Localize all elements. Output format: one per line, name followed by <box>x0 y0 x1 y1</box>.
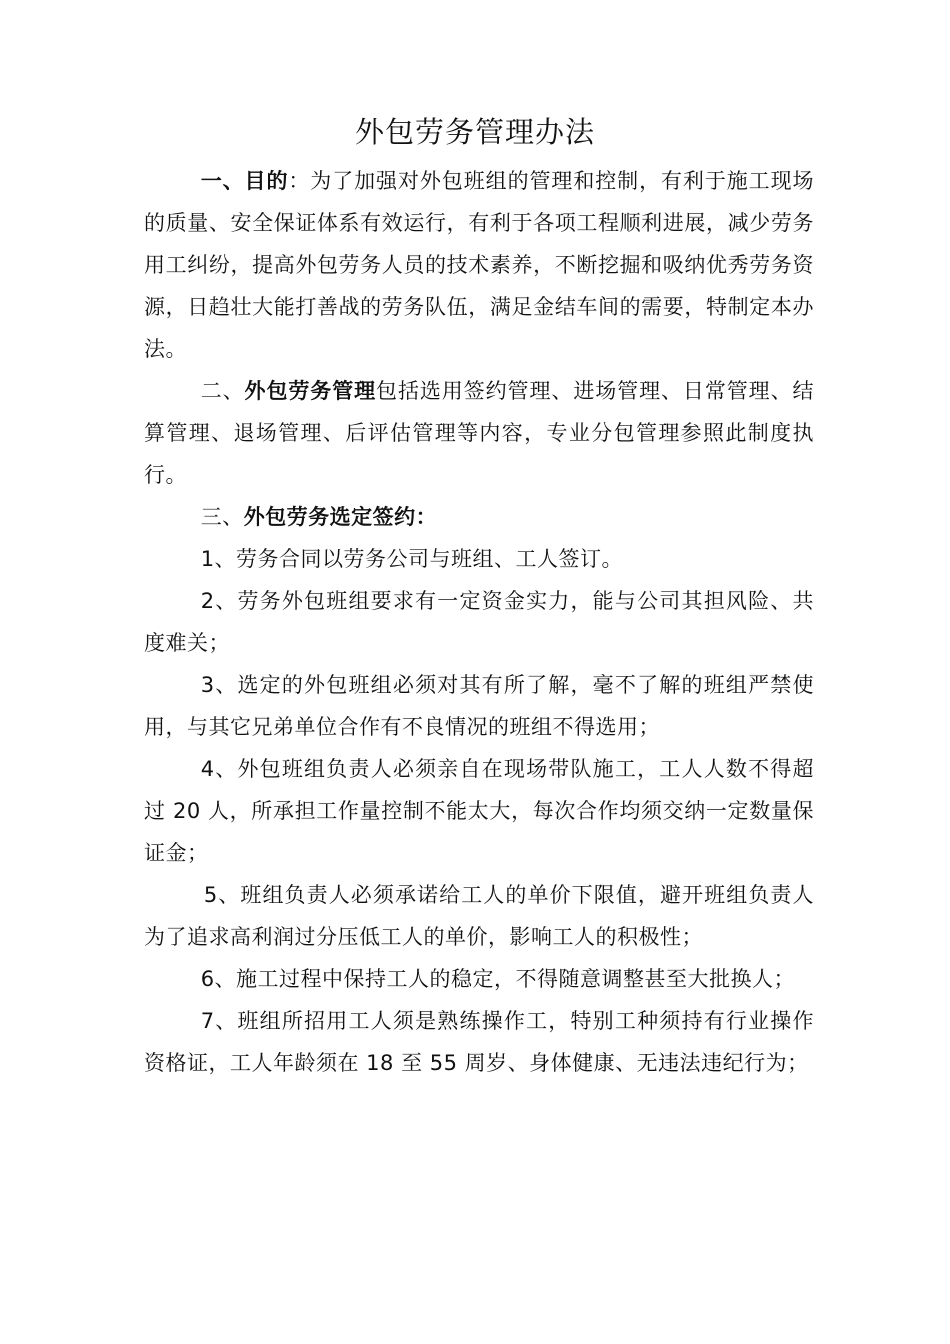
document-title: 外包劳务管理办法 <box>354 115 595 149</box>
section-management-text: 包括选用签约管理、进场管理、日常管理、结算管理、退场管理、后评估管理等内容，专业分包管理参照此制度执行。 <box>144 379 815 487</box>
list-item: 3、选定的外包班组必须对其有所了解，毫不了解的班组严禁使用，与其它兄弟单位合作有不良情况的班组不得选用； <box>144 673 814 739</box>
section-management-heading: 外包劳务管理 <box>244 379 377 403</box>
list-item: 4、外包班组负责人必须亲自在现场带队施工，工人人数不得超过 20 人，所承担工作量控制不能太大，每次合作均须交纳一定数量保证金； <box>144 757 814 865</box>
list-item: 7、班组所招用工人须是熟练操作工，特别工种须持有行业操作资格证，工人年龄须在 18 至 55 周岁、身体健康、无违法违纪行为； <box>144 1009 814 1075</box>
section-selection-heading <box>144 496 814 538</box>
section-purpose-colon: ： <box>288 169 311 193</box>
section-selection-lead: 三、 <box>200 505 244 529</box>
section-purpose <box>144 160 814 370</box>
list-item: 1、劳务合同以劳务公司与班组、工人签订。 <box>200 547 624 571</box>
section-selection-title: 外包劳务选定签约： <box>243 505 438 529</box>
section-purpose-heading: 一、目的 <box>200 169 289 193</box>
section-management-lead: 二、 <box>200 379 245 403</box>
list-item: 5、班组负责人必须承诺给工人的单价下限值，避开班组负责人为了追求高利润过分压低工人的单价，影响工人的积极性； <box>144 883 814 949</box>
section-purpose-text: 为了加强对外包班组的管理和控制，有利于施工现场的质量、安全保证体系有效运行，有利于各项工程顺利进展，减少劳务用工纠纷，提高外包劳务人员的技术素养，不断挖掘和吸纳优秀劳务资源，日趋壮大能打善战的劳务队伍，满足金结车间的需要，特制定本办法。 <box>144 169 815 361</box>
document-body <box>144 160 814 1084</box>
list-item: 6、施工过程中保持工人的稳定，不得随意调整甚至大批换人； <box>200 967 796 991</box>
section-management-scope <box>144 370 814 496</box>
list-item: 2、劳务外包班组要求有一定资金实力，能与公司其担风险、共度难关； <box>144 589 814 655</box>
